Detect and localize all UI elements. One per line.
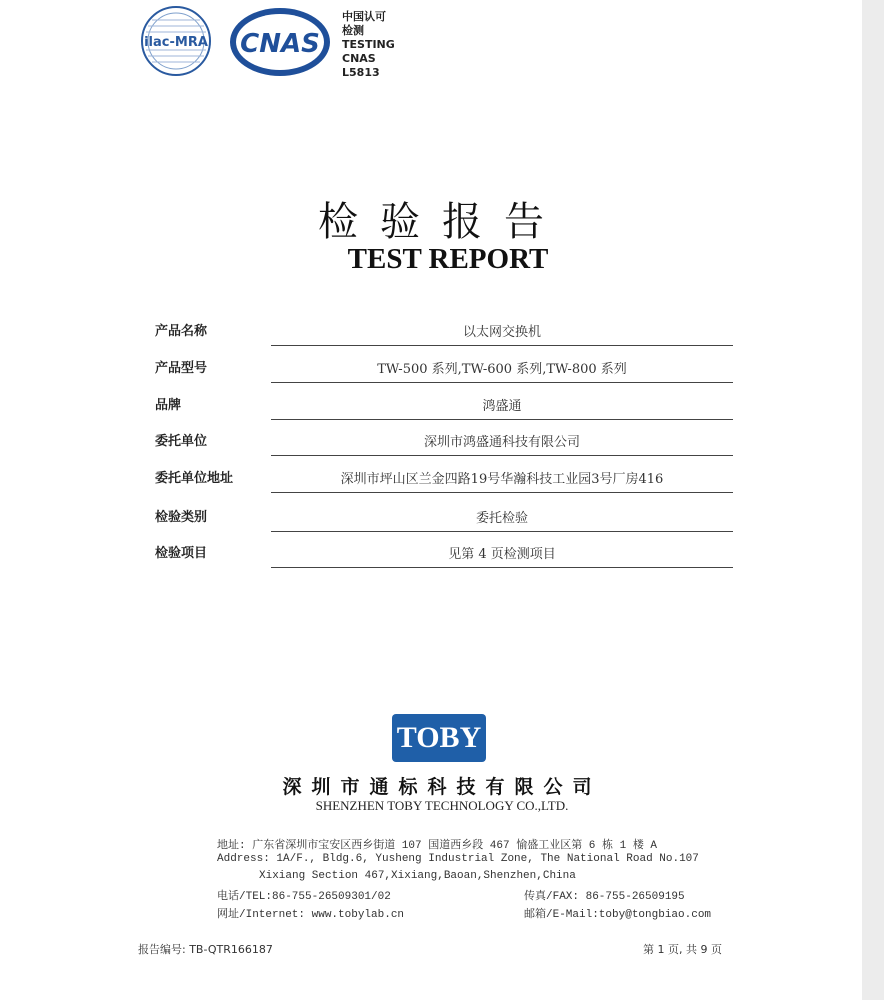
info-value: 以太网交换机 (462, 325, 541, 340)
underline (271, 382, 733, 383)
info-value: 委托检验 (475, 511, 528, 526)
info-row-product-name (155, 320, 735, 356)
info-label: 委托单位 (155, 434, 208, 449)
report-number: 报告编号: TB-QTR166187 (138, 943, 273, 956)
info-label: 委托单位地址 (155, 471, 234, 486)
info-value: TW-500 系列,TW-600 系列,TW-800 系列 (377, 362, 627, 377)
cnas-line-1: 中国认可 (342, 10, 386, 23)
info-value: 见第 4 页检测项目 (448, 547, 556, 562)
underline (271, 492, 733, 493)
cnas-logo (228, 6, 332, 78)
info-row-test-type (155, 506, 735, 542)
cnas-accreditation-text (342, 10, 395, 80)
report-title-cn: 检验报告 (318, 199, 566, 245)
cnas-line-2: 检测 (342, 24, 364, 37)
info-row-brand (155, 394, 735, 430)
cnas-logo-text: CNAS (240, 29, 320, 59)
website: 网址/Internet: www.tobylab.cn (217, 909, 405, 921)
info-value: 鸿盛通 (482, 399, 522, 414)
toby-logo-text: TOBY (396, 721, 482, 754)
info-row-client (155, 430, 735, 466)
info-value: 深圳市鸿盛通科技有限公司 (423, 435, 580, 450)
company-name-cn: 深圳市通标科技有限公司 (282, 776, 602, 798)
cnas-line-3: TESTING (342, 38, 395, 51)
address-cn: 地址: 广东省深圳市宝安区西乡街道 107 国道西乡段 467 愉盛工业区第 6 栋 1 楼 A (217, 840, 658, 852)
cnas-line-4: CNAS L5813 (342, 52, 380, 79)
underline (271, 345, 733, 346)
toby-logo (392, 714, 486, 762)
info-row-client-address (155, 467, 735, 503)
underline (271, 567, 733, 568)
address-en-line-1: Address: 1A/F., Bldg.6, Yusheng Industrial Zone, The National Road No.107 (217, 853, 699, 865)
telephone: 电话/TEL:86-755-26509301/02 (217, 891, 391, 903)
fax: 传真/FAX: 86-755-26509195 (524, 891, 685, 903)
company-name-en: SHENZHEN TOBY TECHNOLOGY CO.,LTD. (315, 798, 569, 813)
ilac-logo-text: ilac-MRA (144, 35, 208, 50)
report-title-en: TEST REPORT (347, 243, 549, 275)
viewer-background (862, 0, 884, 1000)
underline (271, 531, 733, 532)
page-info: 第 1 页, 共 9 页 (643, 943, 722, 956)
info-row-product-model (155, 357, 735, 393)
ilac-mra-logo (136, 4, 216, 78)
address-en-line-2: Xixiang Section 467,Xixiang,Baoan,Shenzhen,China (259, 870, 576, 882)
underline (271, 419, 733, 420)
info-label: 检验类别 (155, 510, 208, 525)
underline (271, 455, 733, 456)
info-label: 产品型号 (155, 361, 208, 376)
info-label: 检验项目 (155, 546, 208, 561)
email: 邮箱/E-Mail:toby@tongbiao.com (524, 909, 712, 921)
info-label: 产品名称 (155, 324, 208, 339)
info-value: 深圳市坪山区兰金四路19号华瀚科技工业园3号厂房416 (340, 472, 664, 487)
info-row-test-items (155, 542, 735, 578)
info-label: 品牌 (155, 398, 182, 413)
